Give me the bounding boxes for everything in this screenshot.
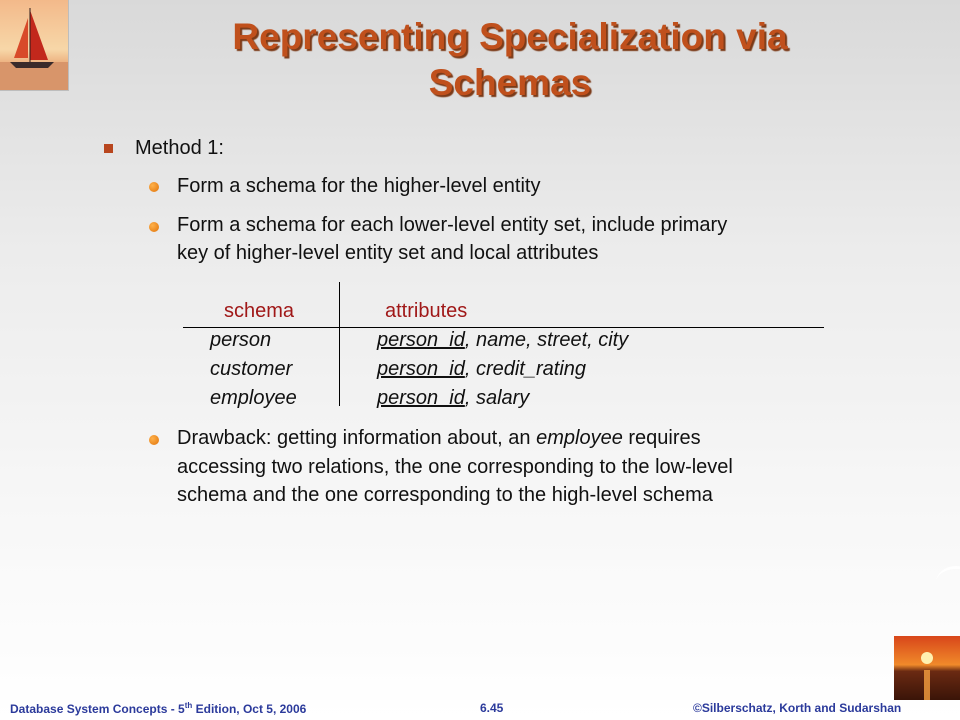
round-bullet-icon [149,182,159,192]
round-bullet-icon [149,435,159,445]
schema-column-header: schema [224,300,295,322]
bullet-2-line-2: key of higher-level entity set and local attributes [177,242,599,264]
sailboat-logo [0,0,69,91]
footer-copyright: ©Silberschatz, Korth and Sudarshan [693,701,902,715]
drawback-text: requires [622,427,701,449]
drawback-emphasis: employee [536,427,623,449]
footer-superscript: th [184,701,193,710]
bullet-2-line-1: Form a schema for each lower-level entity set, include primary [177,214,728,236]
slide-number: 6.45 [480,701,504,715]
table-header-rule [183,327,824,328]
title-line-1: Representing Specialization via [232,16,788,57]
slide-title [100,14,920,106]
table-row-attributes [377,358,586,381]
drawback-text: Drawback: getting information about, an [177,427,537,449]
drawback-line-1 [177,427,701,450]
attribute-list: , name, street, city [464,329,629,351]
primary-key: person_id [377,358,465,380]
title-line-2: Schemas [428,62,592,103]
primary-key: person_id [377,387,465,409]
footer-book-title: Database System Concepts - 5 [10,702,185,716]
decorative-swoosh [936,566,960,599]
table-vertical-divider [339,282,340,406]
table-row-schema: person [210,329,272,351]
round-bullet-icon [149,222,159,232]
primary-key: person_id [377,329,465,351]
footer-left [10,701,306,716]
square-bullet-icon [104,144,113,153]
table-row-schema: customer [210,358,293,380]
footer-edition: Edition, Oct 5, 2006 [192,702,307,716]
table-row-schema: employee [210,387,297,409]
attributes-column-header: attributes [385,300,468,322]
attribute-list: , credit_rating [464,358,587,380]
sunset-logo [894,636,960,700]
attribute-list: , salary [464,387,530,409]
drawback-line-3: schema and the one corresponding to the high-level schema [177,484,713,506]
table-row-attributes [377,329,628,352]
drawback-line-2: accessing two relations, the one corresponding to the low-level [177,456,733,478]
bullet-1-text: Form a schema for the higher-level entity [177,175,541,197]
table-row-attributes [377,387,529,410]
method-label: Method 1: [135,137,224,159]
